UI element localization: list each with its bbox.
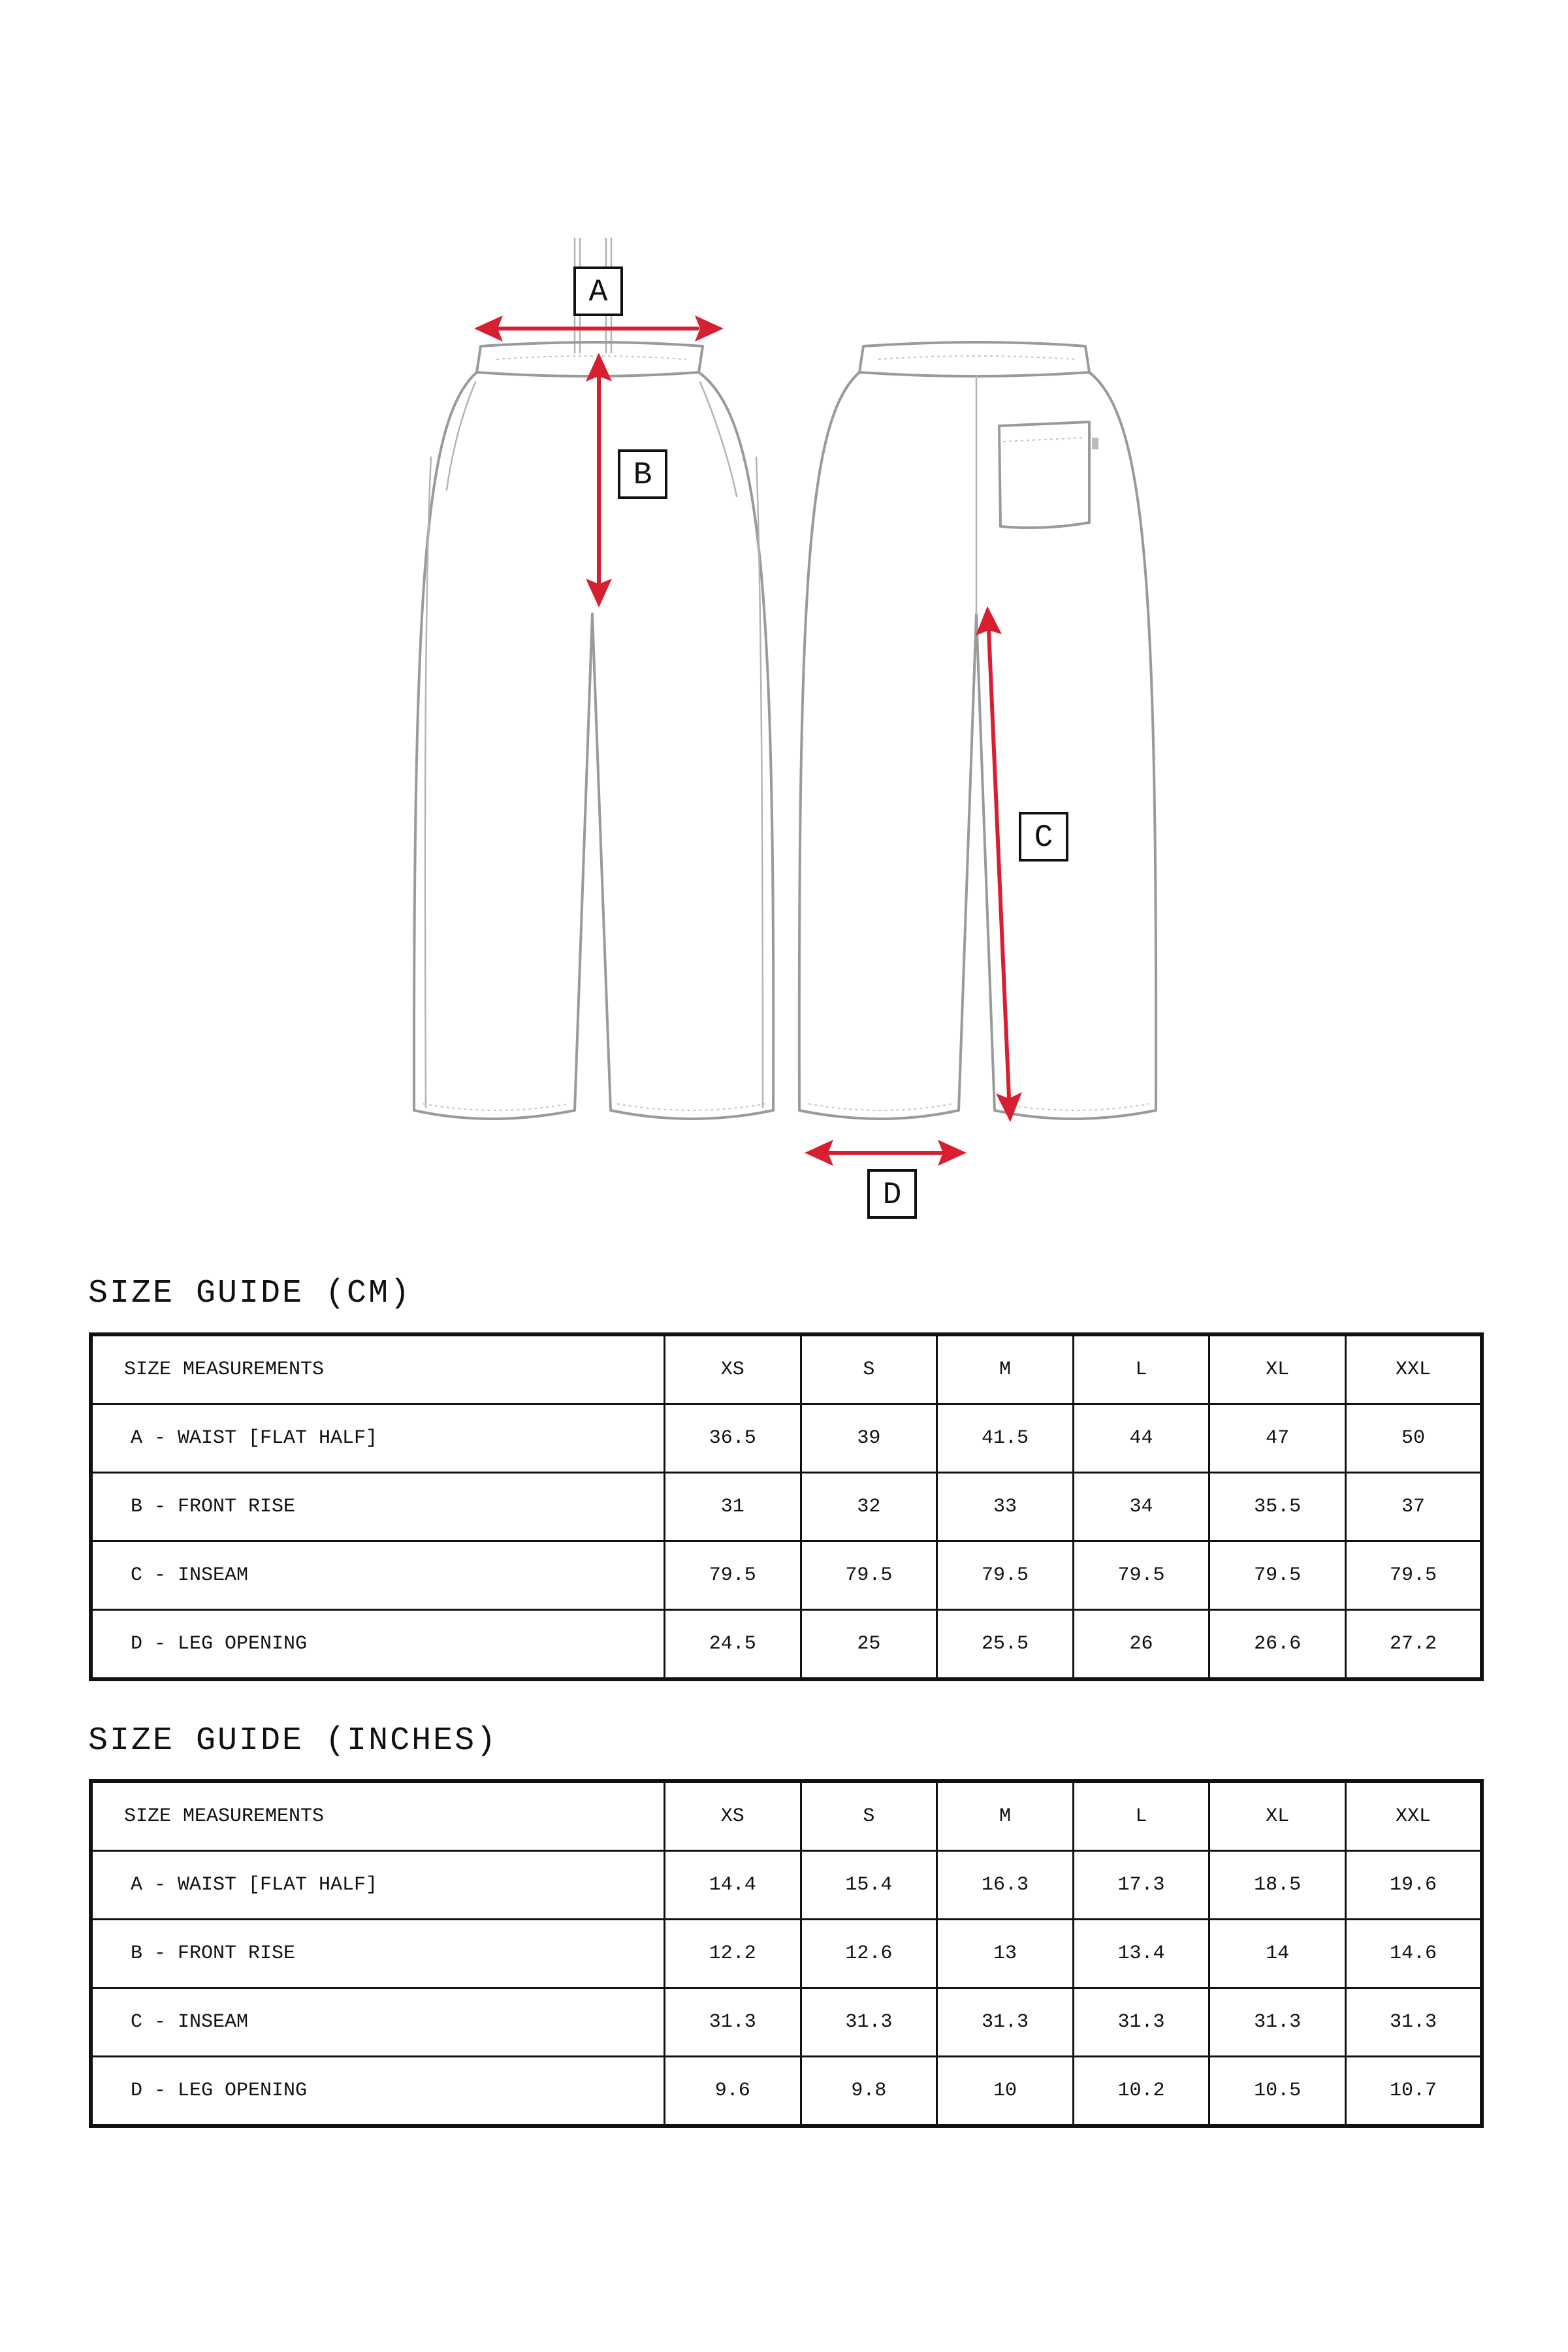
table-row-inseam <box>91 1541 1482 1610</box>
measure-d-leg-opening <box>805 1140 967 1166</box>
label-d <box>869 1170 916 1217</box>
table-cell: 15.4 <box>801 1851 937 1920</box>
label-a-text: A <box>588 275 608 310</box>
table-cell: 10 <box>937 2057 1074 2127</box>
label-b <box>619 451 666 498</box>
header-xl: XL <box>1209 1334 1346 1404</box>
table-cell: 10.7 <box>1345 2057 1482 2127</box>
row-label: C - INSEAM <box>91 1988 665 2057</box>
size-guide-cm-title: SIZE GUIDE (CM) <box>88 1275 412 1312</box>
table-cell: 31.3 <box>665 1988 801 2057</box>
table-cell: 17.3 <box>1073 1851 1209 1920</box>
table-cell: 31.3 <box>937 1988 1074 2057</box>
row-label: D - LEG OPENING <box>91 1610 665 1680</box>
row-label: D - LEG OPENING <box>91 2057 665 2127</box>
header-m: M <box>937 1334 1074 1404</box>
size-guide-cm-table <box>89 1332 1484 1681</box>
table-header-row <box>91 1781 1482 1851</box>
table-cell: 31 <box>665 1473 801 1541</box>
table-cell: 31.3 <box>801 1988 937 2057</box>
table-cell: 31.3 <box>1073 1988 1209 2057</box>
label-c-text: C <box>1034 820 1053 856</box>
header-xs: XS <box>665 1334 801 1404</box>
measure-c-inseam <box>976 606 1022 1122</box>
row-label: A - WAIST [FLAT HALF] <box>91 1404 665 1473</box>
table-cell: 47 <box>1209 1404 1346 1473</box>
row-label: A - WAIST [FLAT HALF] <box>91 1851 665 1920</box>
header-l: L <box>1073 1334 1209 1404</box>
table-cell: 12.2 <box>665 1920 801 1988</box>
table-cell: 79.5 <box>665 1541 801 1610</box>
label-c <box>1020 813 1067 860</box>
table-cell: 33 <box>937 1473 1074 1541</box>
table-cell: 14.6 <box>1345 1920 1482 1988</box>
table-cell: 25 <box>801 1610 937 1680</box>
table-row-waist <box>91 1404 1482 1473</box>
header-xs: XS <box>665 1781 801 1851</box>
measure-b-front-rise <box>586 353 612 607</box>
measure-a-waist <box>474 315 724 342</box>
table-cell: 14.4 <box>665 1851 801 1920</box>
table-cell: 50 <box>1345 1404 1482 1473</box>
table-row-front-rise <box>91 1920 1482 1988</box>
table-cell: 37 <box>1345 1473 1482 1541</box>
header-xl: XL <box>1209 1781 1346 1851</box>
table-row-inseam <box>91 1988 1482 2057</box>
label-b-text: B <box>633 458 652 493</box>
header-size-measurements: SIZE MEASUREMENTS <box>91 1781 665 1851</box>
table-cell: 26.6 <box>1209 1610 1346 1680</box>
table-cell: 31.3 <box>1345 1988 1482 2057</box>
table-cell: 10.5 <box>1209 2057 1346 2127</box>
header-s: S <box>801 1334 937 1404</box>
table-cell: 79.5 <box>801 1541 937 1610</box>
table-cell: 41.5 <box>937 1404 1074 1473</box>
pants-back-view <box>799 342 1156 1119</box>
table-header-row <box>91 1334 1482 1404</box>
size-guide-inches-title: SIZE GUIDE (INCHES) <box>88 1722 498 1760</box>
header-m: M <box>937 1781 1074 1851</box>
table-row-leg-opening <box>91 1610 1482 1680</box>
table-cell: 9.6 <box>665 2057 801 2127</box>
table-cell: 36.5 <box>665 1404 801 1473</box>
table-cell: 39 <box>801 1404 937 1473</box>
table-row-front-rise <box>91 1473 1482 1541</box>
table-cell: 79.5 <box>937 1541 1074 1610</box>
table-cell: 32 <box>801 1473 937 1541</box>
table-cell: 13.4 <box>1073 1920 1209 1988</box>
table-cell: 44 <box>1073 1404 1209 1473</box>
table-cell: 12.6 <box>801 1920 937 1988</box>
row-label: B - FRONT RISE <box>91 1473 665 1541</box>
label-d-text: D <box>882 1178 902 1213</box>
label-a <box>575 268 622 315</box>
size-guide-inches-table <box>89 1779 1484 2128</box>
row-label: C - INSEAM <box>91 1541 665 1610</box>
header-l: L <box>1073 1781 1209 1851</box>
header-xxl: XXL <box>1345 1334 1482 1404</box>
table-cell: 79.5 <box>1073 1541 1209 1610</box>
table-cell: 13 <box>937 1920 1074 1988</box>
table-row-leg-opening <box>91 2057 1482 2127</box>
header-s: S <box>801 1781 937 1851</box>
table-row-waist <box>91 1851 1482 1920</box>
table-cell: 9.8 <box>801 2057 937 2127</box>
table-cell: 34 <box>1073 1473 1209 1541</box>
table-cell: 79.5 <box>1345 1541 1482 1610</box>
row-label: B - FRONT RISE <box>91 1920 665 1988</box>
table-cell: 31.3 <box>1209 1988 1346 2057</box>
table-cell: 79.5 <box>1209 1541 1346 1610</box>
table-cell: 25.5 <box>937 1610 1074 1680</box>
table-cell: 24.5 <box>665 1610 801 1680</box>
table-cell: 14 <box>1209 1920 1346 1988</box>
header-size-measurements: SIZE MEASUREMENTS <box>91 1334 665 1404</box>
table-cell: 35.5 <box>1209 1473 1346 1541</box>
table-cell: 10.2 <box>1073 2057 1209 2127</box>
table-cell: 18.5 <box>1209 1851 1346 1920</box>
table-cell: 27.2 <box>1345 1610 1482 1680</box>
table-cell: 16.3 <box>937 1851 1074 1920</box>
header-xxl: XXL <box>1345 1781 1482 1851</box>
table-cell: 26 <box>1073 1610 1209 1680</box>
table-cell: 19.6 <box>1345 1851 1482 1920</box>
